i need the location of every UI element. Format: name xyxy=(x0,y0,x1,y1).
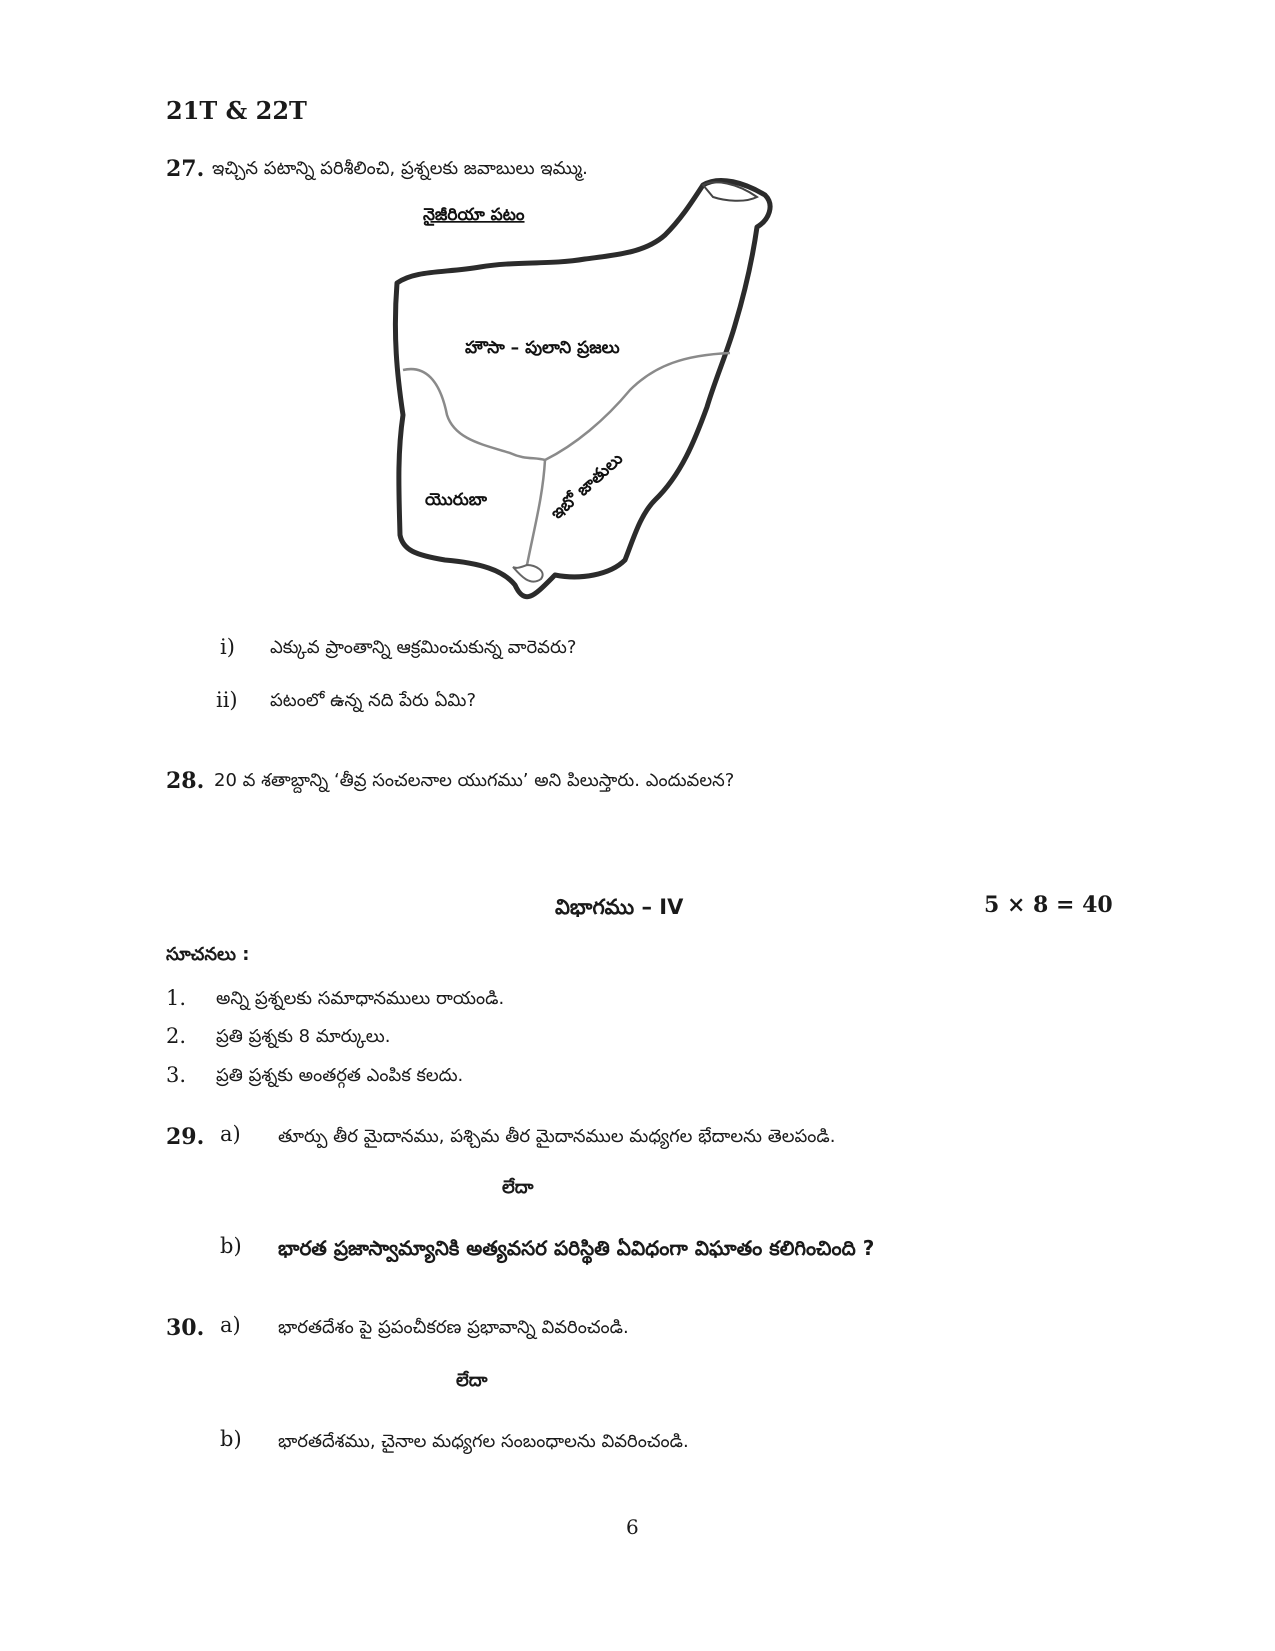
benue-river xyxy=(545,353,730,460)
map-border xyxy=(395,180,770,596)
q27-sub-i-label: i) xyxy=(220,635,235,659)
question-number-28: 28. xyxy=(166,768,205,794)
question-27-text: ఇచ్చిన పటాన్ని పరిశీలించి, ప్రశ్నలకు జవాబులు ఇమ్ము. xyxy=(212,158,588,179)
question-number-29: 29. xyxy=(166,1124,205,1150)
q27-sub-ii-text: పటంలో ఉన్న నది పేరు ఏమి? xyxy=(270,690,477,711)
niger-river xyxy=(403,369,545,460)
q30-a-text: భారతదేశం పై ప్రపంచీకరణ ప్రభావాన్ని వివరించండి. xyxy=(278,1317,629,1338)
q29-or: లేదా xyxy=(502,1177,534,1198)
instruction-number-2: 2. xyxy=(166,1024,187,1048)
section-title: విభాగము – IV xyxy=(555,895,684,919)
question-28-text: 20 వ శతాబ్దాన్ని ‘తీవ్ర సంచలనాల యుగము’ అని పిలుస్తారు. ఎందువలన? xyxy=(214,770,735,791)
map-title: నైజీరియా పటం xyxy=(423,205,525,225)
niger-delta xyxy=(513,565,543,582)
instructions-heading: సూచనలు : xyxy=(166,944,250,965)
q29-a-label: a) xyxy=(220,1122,241,1146)
question-number-30: 30. xyxy=(166,1315,205,1341)
q30-or: లేదా xyxy=(456,1370,488,1391)
instruction-text-3: ప్రతి ప్రశ్నకు అంతర్గత ఎంపిక కలదు. xyxy=(216,1065,464,1086)
nigeria-map xyxy=(385,175,795,635)
instruction-text-2: ప్రతి ప్రశ్నకు 8 మార్కులు. xyxy=(216,1026,391,1047)
section-marks: 5 × 8 = 40 xyxy=(984,892,1113,918)
instruction-number-1: 1. xyxy=(166,986,187,1010)
q30-b-text: భారతదేశము, చైనాల మధ్యగల సంబంధాలను వివరించండి. xyxy=(278,1431,689,1452)
lower-niger-river xyxy=(527,460,545,565)
q30-a-label: a) xyxy=(220,1313,241,1337)
page-number: 6 xyxy=(626,1515,639,1539)
paper-code: 21T & 22T xyxy=(166,96,307,125)
instruction-number-3: 3. xyxy=(166,1063,187,1087)
q29-a-text: తూర్పు తీర మైదానము, పశ్చిమ తీర మైదానముల మధ్యగల భేదాలను తెలపండి. xyxy=(278,1126,836,1147)
map-region-yoruba: యొరుబా xyxy=(425,490,487,510)
map-region-igbo: ఇబో జాతులు xyxy=(546,448,628,524)
q27-sub-i-text: ఎక్కువ ప్రాంతాన్ని ఆక్రమించుకున్న వారెవరు? xyxy=(270,637,577,658)
q29-b-label: b) xyxy=(220,1234,242,1258)
q29-b-text: భారత ప్రజాస్వామ్యానికి అత్యవసర పరిస్థితి ఏవిధంగా విఘాతం కలిగించింది ? xyxy=(278,1236,875,1260)
instruction-text-1: అన్ని ప్రశ్నలకు సమాధానములు రాయండి. xyxy=(216,988,505,1009)
q27-sub-ii-label: ii) xyxy=(216,688,238,712)
question-number-27: 27. xyxy=(166,156,205,182)
map-region-hausa-fulani: హౌసా – పులాని ప్రజలు xyxy=(465,338,620,358)
q30-b-label: b) xyxy=(220,1427,242,1451)
